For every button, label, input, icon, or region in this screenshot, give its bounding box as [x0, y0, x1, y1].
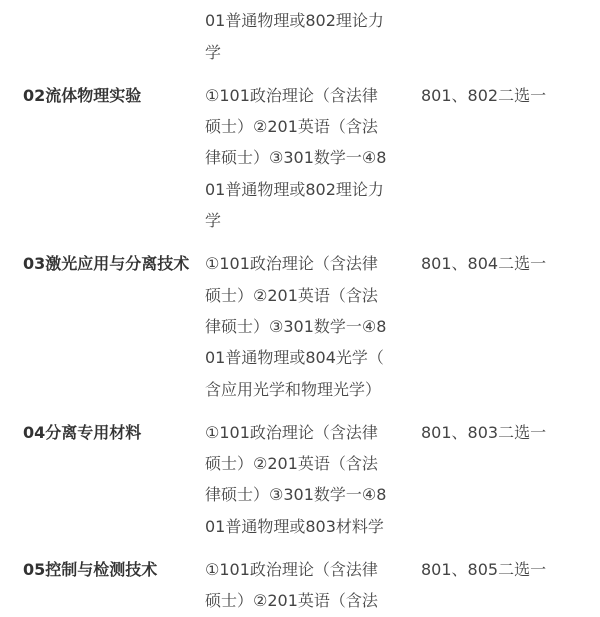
subjects-line: ①101政治理论（含法律 — [205, 422, 378, 442]
direction-cell: 04分离专用材料 — [23, 422, 142, 442]
subjects-line: ①101政治理论（含法律 — [205, 560, 378, 580]
table-row — [0, 244, 600, 404]
subjects-cell — [205, 413, 408, 542]
subjects-line: 硕士）②201英语（含法 — [205, 454, 378, 474]
notes-cell: 801、803二选一 — [421, 422, 547, 442]
table-row — [0, 0, 600, 68]
subjects-line: 含应用光学和物理光学） — [205, 379, 382, 399]
subjects-line: 硕士）②201英语（含法 — [205, 117, 378, 137]
subjects-cell — [205, 550, 408, 617]
table-row — [0, 413, 600, 542]
subjects-cell — [205, 76, 408, 236]
direction-cell: 03激光应用与分离技术 — [23, 254, 190, 274]
notes-cell: 801、804二选一 — [421, 254, 547, 274]
subjects-line: 律硕士）③301数学一④8 — [205, 316, 387, 336]
subjects-line: 01普通物理或802理论力 — [205, 179, 384, 199]
subjects-cell — [205, 0, 408, 68]
subjects-line: 硕士）②201英语（含法 — [205, 285, 378, 305]
subjects-line: ①101政治理论（含法律 — [205, 254, 378, 274]
subjects-line: ①101政治理论（含法律 — [205, 85, 378, 105]
subjects-cell — [205, 244, 408, 404]
notes-cell: 801、805二选一 — [421, 560, 547, 580]
subjects-line: 01普通物理或804光学（ — [205, 348, 384, 368]
table-row — [0, 76, 600, 236]
subjects-line: 01普通物理或803材料学 — [205, 516, 384, 536]
direction-cell: 05控制与检测技术 — [23, 560, 158, 580]
subjects-line: 硕士）②201英语（含法 — [205, 591, 378, 611]
table-row — [0, 550, 600, 617]
subjects-line: 01普通物理或802理论力 — [205, 11, 384, 31]
subjects-line: 学 — [205, 42, 222, 62]
subjects-line: 学 — [205, 211, 222, 231]
notes-cell: 801、802二选一 — [421, 85, 547, 105]
subjects-line: 律硕士）③301数学一④8 — [205, 485, 387, 505]
direction-cell: 02流体物理实验 — [23, 85, 142, 105]
subjects-line: 律硕士）③301数学一④8 — [205, 148, 387, 168]
